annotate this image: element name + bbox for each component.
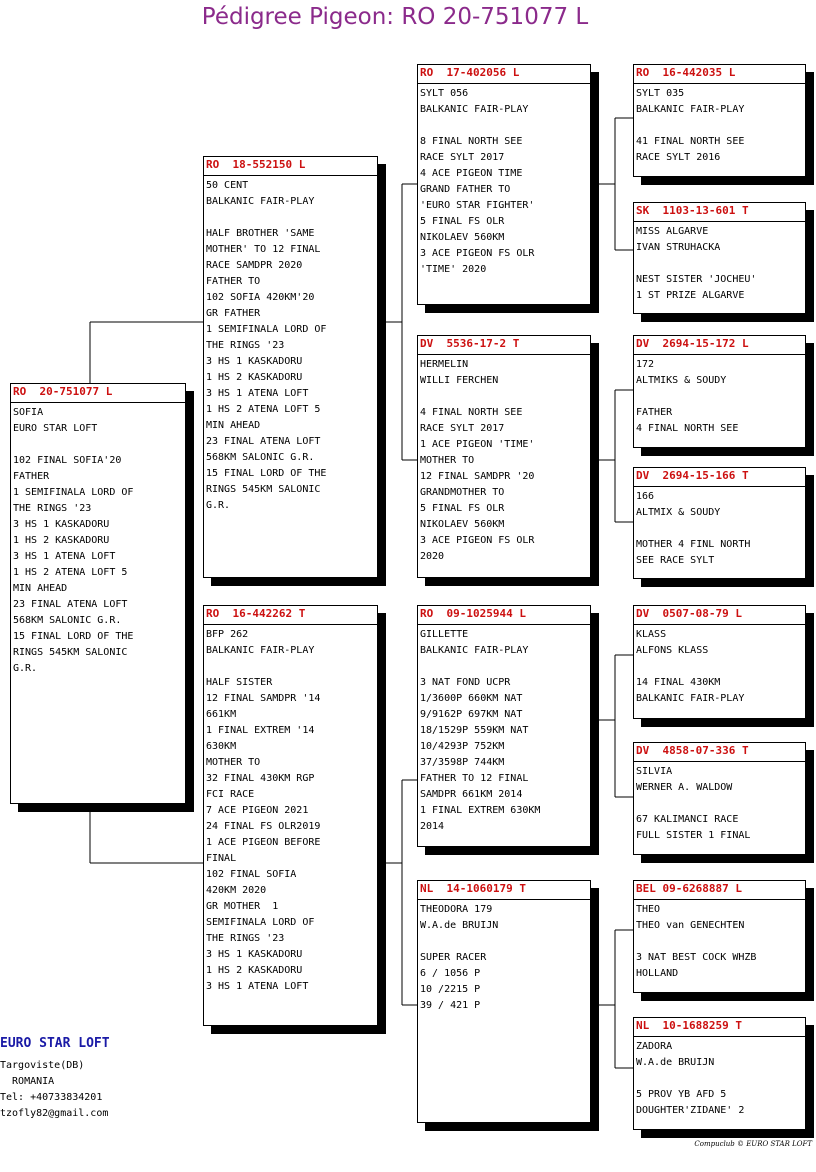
- detail-line: 1 ST PRIZE ALGARVE: [636, 290, 745, 301]
- ring-number: NL 10-1688259 T: [634, 1018, 805, 1037]
- breeder-line: THEO van GENECHTEN: [636, 920, 745, 931]
- detail-line: 1 HS 2 ATENA LOFT 5: [13, 567, 128, 578]
- detail-line: 420KM 2020: [206, 885, 267, 896]
- breeder-line: W.A.de BRUIJN: [420, 920, 499, 931]
- detail-line: RINGS 545KM SALONIC: [206, 484, 321, 495]
- detail-line: G.R.: [13, 663, 38, 674]
- detail-line: 10/4293P 752KM: [420, 741, 505, 752]
- detail-line: 102 SOFIA 420KM'20: [206, 292, 315, 303]
- detail-line: RACE SAMDPR 2020: [206, 260, 303, 271]
- pigeon-details: [204, 176, 377, 514]
- blank-line: [636, 659, 803, 675]
- pigeon-details: [418, 355, 590, 565]
- breeder-line: WILLI FERCHEN: [420, 375, 499, 386]
- detail-line: NIKOLAEV 560KM: [420, 232, 505, 243]
- blank-line: [420, 118, 588, 134]
- detail-line: 1/3600P 660KM NAT: [420, 693, 523, 704]
- detail-line: 1 ACE PIGEON BEFORE: [206, 837, 321, 848]
- detail-line: 23 FINAL ATENA LOFT: [206, 436, 321, 447]
- blank-line: [636, 1071, 803, 1087]
- loft-city: Targoviste(DB): [0, 1060, 85, 1071]
- pigeon-card-dds[interactable]: [633, 880, 806, 993]
- detail-line: 3 HS 1 KASKADORU: [13, 519, 110, 530]
- pigeon-details: [634, 900, 805, 982]
- detail-line: 10 /2215 P: [420, 984, 481, 995]
- detail-line: SAMDPR 661KM 2014: [420, 789, 523, 800]
- ring-number: RO 16-442035 L: [634, 65, 805, 84]
- breeder-line: EURO STAR LOFT: [13, 423, 98, 434]
- pigeon-card-ddd[interactable]: [633, 1017, 806, 1130]
- detail-line: FATHER TO: [206, 276, 261, 287]
- loft-contact: [0, 1058, 108, 1122]
- ring-number: RO 18-552150 L: [204, 157, 377, 176]
- pigeon-card-ssd[interactable]: [633, 202, 806, 314]
- pigeon-details: [634, 84, 805, 166]
- breeder-line: BALKANIC FAIR-PLAY: [420, 645, 529, 656]
- loft-email[interactable]: tzofly82@gmail.com: [0, 1108, 109, 1119]
- ring-number: RO 20-751077 L: [11, 384, 185, 403]
- name-line: SOFIA: [13, 407, 44, 418]
- detail-line: MOTHER TO: [420, 455, 475, 466]
- pigeon-card-dam[interactable]: [203, 605, 378, 1026]
- name-line: 166: [636, 491, 655, 502]
- detail-line: 3 HS 1 KASKADORU: [206, 949, 303, 960]
- detail-line: 4 FINAL NORTH SEE: [636, 423, 739, 434]
- name-line: KLASS: [636, 629, 667, 640]
- detail-line: 3 ACE PIGEON FS OLR: [420, 535, 535, 546]
- detail-line: 7 ACE PIGEON 2021: [206, 805, 309, 816]
- detail-line: RACE SYLT 2016: [636, 152, 721, 163]
- detail-line: 39 / 421 P: [420, 1000, 481, 1011]
- ring-number: DV 2694-15-172 L: [634, 336, 805, 355]
- detail-line: 1 HS 2 KASKADORU: [206, 965, 303, 976]
- blank-line: [636, 256, 803, 272]
- detail-line: 5 PROV YB AFD 5: [636, 1089, 727, 1100]
- detail-line: FATHER: [13, 471, 50, 482]
- ring-number: DV 5536-17-2 T: [418, 336, 590, 355]
- name-line: 172: [636, 359, 655, 370]
- detail-line: 5 FINAL FS OLR: [420, 216, 505, 227]
- detail-line: FATHER: [636, 407, 673, 418]
- ring-number: DV 4858-07-336 T: [634, 743, 805, 762]
- detail-line: 2014: [420, 821, 445, 832]
- detail-line: HALF SISTER: [206, 677, 273, 688]
- detail-line: 102 FINAL SOFIA: [206, 869, 297, 880]
- detail-line: 2020: [420, 551, 445, 562]
- blank-line: [636, 934, 803, 950]
- name-line: SYLT 035: [636, 88, 685, 99]
- detail-line: GRANDMOTHER TO: [420, 487, 505, 498]
- software-credit: Compuclub © EURO STAR LOFT: [694, 1140, 812, 1148]
- detail-line: RACE SYLT 2017: [420, 152, 505, 163]
- detail-line: FULL SISTER 1 FINAL: [636, 830, 751, 841]
- detail-line: 67 KALIMANCI RACE: [636, 814, 739, 825]
- detail-line: 3 NAT BEST COCK WHZB: [636, 952, 757, 963]
- blank-line: [420, 389, 588, 405]
- detail-line: 12 FINAL SAMDPR '14: [206, 693, 321, 704]
- detail-line: 3 HS 1 ATENA LOFT: [206, 388, 309, 399]
- detail-line: 5 FINAL FS OLR: [420, 503, 505, 514]
- detail-line: THE RINGS '23: [206, 340, 285, 351]
- breeder-line: BALKANIC FAIR-PLAY: [420, 104, 529, 115]
- detail-line: RINGS 545KM SALONIC: [13, 647, 128, 658]
- detail-line: SUPER RACER: [420, 952, 487, 963]
- detail-line: G.R.: [206, 500, 231, 511]
- detail-line: SEE RACE SYLT: [636, 555, 715, 566]
- pigeon-details: [634, 222, 805, 304]
- pigeon-card-sdd[interactable]: [633, 467, 806, 579]
- blank-line: [636, 118, 803, 134]
- detail-line: 32 FINAL 430KM RGP: [206, 773, 315, 784]
- detail-line: 102 FINAL SOFIA'20: [13, 455, 122, 466]
- name-line: ZADORA: [636, 1041, 673, 1052]
- pigeon-card-sds[interactable]: [633, 335, 806, 448]
- breeder-line: BALKANIC FAIR-PLAY: [206, 645, 315, 656]
- detail-line: 3 ACE PIGEON FS OLR: [420, 248, 535, 259]
- detail-line: MIN AHEAD: [206, 420, 261, 431]
- pigeon-card-dam-dam[interactable]: [417, 880, 591, 1123]
- blank-line: [420, 934, 588, 950]
- detail-line: NEST SISTER 'JOCHEU': [636, 274, 757, 285]
- pigeon-card-dsd[interactable]: [633, 742, 806, 855]
- ring-number: RO 16-442262 T: [204, 606, 377, 625]
- detail-line: 6 / 1056 P: [420, 968, 481, 979]
- detail-line: HALF BROTHER 'SAME: [206, 228, 315, 239]
- ring-number: RO 09-1025944 L: [418, 606, 590, 625]
- detail-line: 3 NAT FOND UCPR: [420, 677, 511, 688]
- pigeon-card-sire[interactable]: [203, 156, 378, 578]
- detail-line: 9/9162P 697KM NAT: [420, 709, 523, 720]
- detail-line: 3 HS 1 KASKADORU: [206, 356, 303, 367]
- detail-line: RACE SYLT 2017: [420, 423, 505, 434]
- ring-number: SK 1103-13-601 T: [634, 203, 805, 222]
- detail-line: 1 SEMIFINALA LORD OF: [13, 487, 134, 498]
- name-line: SILVIA: [636, 766, 673, 777]
- detail-line: 12 FINAL SAMDPR '20: [420, 471, 535, 482]
- name-line: 50 CENT: [206, 180, 249, 191]
- name-line: THEODORA 179: [420, 904, 493, 915]
- detail-line: 41 FINAL NORTH SEE: [636, 136, 745, 147]
- ring-number: RO 17-402056 L: [418, 65, 590, 84]
- breeder-line: ALTMIX & SOUDY: [636, 507, 721, 518]
- detail-line: MOTHER TO: [206, 757, 261, 768]
- ring-number: DV 2694-15-166 T: [634, 468, 805, 487]
- detail-line: BALKANIC FAIR-PLAY: [636, 693, 745, 704]
- detail-line: 4 ACE PIGEON TIME: [420, 168, 523, 179]
- pigeon-details: [11, 403, 185, 677]
- detail-line: 3 HS 1 ATENA LOFT: [206, 981, 309, 992]
- blank-line: [420, 659, 588, 675]
- blank-line: [636, 796, 803, 812]
- detail-line: 18/1529P 559KM NAT: [420, 725, 529, 736]
- detail-line: MOTHER' TO 12 FINAL: [206, 244, 321, 255]
- pigeon-card-sire-dam[interactable]: [417, 335, 591, 578]
- detail-line: 24 FINAL FS OLR2019: [206, 821, 321, 832]
- ring-number: DV 0507-08-79 L: [634, 606, 805, 625]
- detail-line: MIN AHEAD: [13, 583, 68, 594]
- detail-line: FATHER TO 12 FINAL: [420, 773, 529, 784]
- detail-line: GRAND FATHER TO: [420, 184, 511, 195]
- pigeon-card-dam-sire[interactable]: [417, 605, 591, 847]
- pigeon-details: [418, 625, 590, 835]
- pigeon-card-dss[interactable]: [633, 605, 806, 719]
- blank-line: [206, 659, 375, 675]
- detail-line: 23 FINAL ATENA LOFT: [13, 599, 128, 610]
- detail-line: 4 FINAL NORTH SEE: [420, 407, 523, 418]
- breeder-line: ALTMIKS & SOUDY: [636, 375, 727, 386]
- detail-line: 8 FINAL NORTH SEE: [420, 136, 523, 147]
- pigeon-details: [634, 355, 805, 437]
- pigeon-card-subject[interactable]: [10, 383, 186, 804]
- detail-line: DOUGHTER'ZIDANE' 2: [636, 1105, 745, 1116]
- name-line: SYLT 056: [420, 88, 469, 99]
- blank-line: [636, 521, 803, 537]
- pigeon-card-sire-sire[interactable]: [417, 64, 591, 305]
- detail-line: 14 FINAL 430KM: [636, 677, 721, 688]
- detail-line: 661KM: [206, 709, 237, 720]
- detail-line: 'EURO STAR FIGHTER': [420, 200, 535, 211]
- loft-name: EURO STAR LOFT: [0, 1036, 110, 1051]
- breeder-line: W.A.de BRUIJN: [636, 1057, 715, 1068]
- detail-line: 1 FINAL EXTREM 630KM: [420, 805, 541, 816]
- detail-line: 37/3598P 744KM: [420, 757, 505, 768]
- name-line: THEO: [636, 904, 661, 915]
- detail-line: 15 FINAL LORD OF THE: [13, 631, 134, 642]
- name-line: HERMELIN: [420, 359, 469, 370]
- detail-line: 1 FINAL EXTREM '14: [206, 725, 315, 736]
- detail-line: MOTHER 4 FINL NORTH: [636, 539, 751, 550]
- pigeon-details: [634, 487, 805, 569]
- pigeon-details: [634, 625, 805, 707]
- detail-line: 568KM SALONIC G.R.: [206, 452, 315, 463]
- blank-line: [13, 437, 183, 453]
- detail-line: 1 HS 2 ATENA LOFT 5: [206, 404, 321, 415]
- blank-line: [206, 210, 375, 226]
- pigeon-details: [634, 1037, 805, 1119]
- pigeon-details: [418, 84, 590, 278]
- detail-line: 15 FINAL LORD OF THE: [206, 468, 327, 479]
- ring-number: BEL 09-6268887 L: [634, 881, 805, 900]
- detail-line: THE RINGS '23: [206, 933, 285, 944]
- pigeon-details: [418, 900, 590, 1014]
- detail-line: FINAL: [206, 853, 237, 864]
- name-line: MISS ALGARVE: [636, 226, 709, 237]
- blank-line: [636, 389, 803, 405]
- breeder-line: IVAN STRUHACKA: [636, 242, 721, 253]
- detail-line: 1 HS 2 KASKADORU: [13, 535, 110, 546]
- detail-line: 3 HS 1 ATENA LOFT: [13, 551, 116, 562]
- breeder-line: BALKANIC FAIR-PLAY: [636, 104, 745, 115]
- breeder-line: BALKANIC FAIR-PLAY: [206, 196, 315, 207]
- pigeon-card-sss[interactable]: [633, 64, 806, 177]
- detail-line: 'TIME' 2020: [420, 264, 487, 275]
- detail-line: SEMIFINALA LORD OF: [206, 917, 315, 928]
- detail-line: 630KM: [206, 741, 237, 752]
- breeder-line: ALFONS KLASS: [636, 645, 709, 656]
- detail-line: GR FATHER: [206, 308, 261, 319]
- pigeon-details: [204, 625, 377, 995]
- detail-line: GR MOTHER 1: [206, 901, 279, 912]
- loft-country: ROMANIA: [0, 1076, 55, 1087]
- page-title: Pédigree Pigeon: RO 20-751077 L: [201, 4, 589, 30]
- name-line: BFP 262: [206, 629, 249, 640]
- ring-number: NL 14-1060179 T: [418, 881, 590, 900]
- pigeon-details: [634, 762, 805, 844]
- detail-line: THE RINGS '23: [13, 503, 92, 514]
- name-line: GILLETTE: [420, 629, 469, 640]
- detail-line: FCI RACE: [206, 789, 255, 800]
- detail-line: 1 HS 2 KASKADORU: [206, 372, 303, 383]
- detail-line: 1 SEMIFINALA LORD OF: [206, 324, 327, 335]
- breeder-line: WERNER A. WALDOW: [636, 782, 733, 793]
- detail-line: 568KM SALONIC G.R.: [13, 615, 122, 626]
- loft-phone: Tel: +40733834201: [0, 1092, 103, 1103]
- detail-line: NIKOLAEV 560KM: [420, 519, 505, 530]
- detail-line: 1 ACE PIGEON 'TIME': [420, 439, 535, 450]
- detail-line: HOLLAND: [636, 968, 679, 979]
